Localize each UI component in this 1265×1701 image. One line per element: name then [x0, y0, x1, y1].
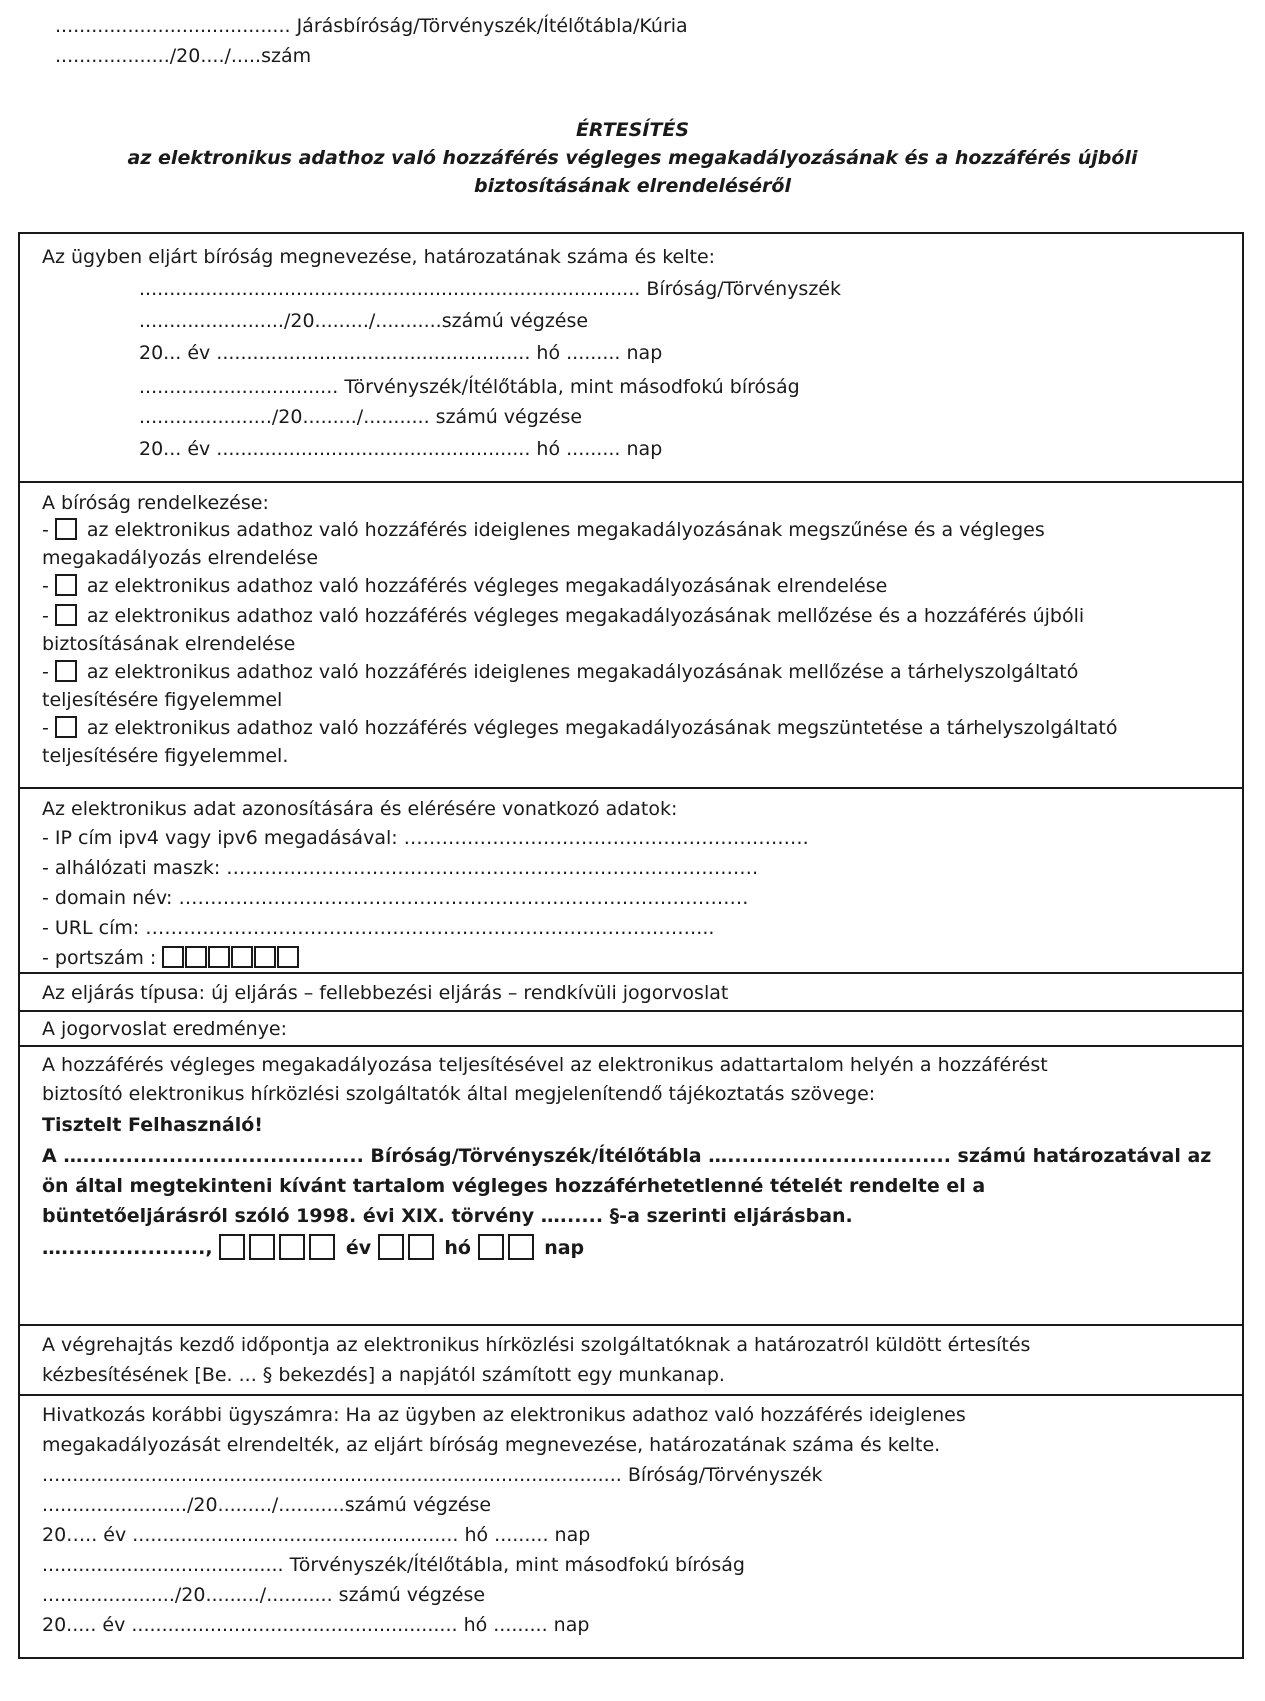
section-identification: [20, 789, 1242, 974]
form-table: [18, 232, 1244, 1659]
section-execution-start: [20, 1326, 1242, 1396]
option-4-text: az elektronikus adathoz való hozzáférés ideiglenes megakadályozásának mellőzése a tárhelyszolgáltató: [86, 661, 1079, 683]
court-order-number-field[interactable]: ......................../20........./...........számú végzése: [139, 310, 589, 332]
section-court-details: [20, 234, 1242, 483]
remedy-result-text: A jogorvoslat eredménye:: [42, 1018, 288, 1040]
appeal-court-name-field[interactable]: ................................. Törvényszék/Ítélőtábla, mint másodfokú bíróság: [139, 376, 800, 398]
year-digit-box[interactable]: [249, 1234, 275, 1260]
dash-2: -: [42, 575, 49, 597]
checkbox-option-3[interactable]: [55, 604, 77, 626]
previous-order-date-field[interactable]: 20….. év ...................................................... hó ......... nap: [42, 1524, 591, 1546]
notice-greeting: Tisztelt Felhasználó!: [42, 1114, 263, 1136]
reference-line-2: megakadályozását elrendelték, az eljárt bíróság megnevezése, határozatának száma és kelte.: [42, 1434, 941, 1456]
month-label: hó: [444, 1237, 471, 1259]
checkbox-option-2[interactable]: [55, 574, 77, 596]
subnet-mask-field[interactable]: - alhálózati maszk: …………………………………………………………………………: [42, 857, 759, 879]
notice-date-row: [42, 1231, 1224, 1265]
year-label: év: [345, 1237, 372, 1259]
previous-appeal-order-date-field[interactable]: 20..... év ...................................................... hó ......... nap: [42, 1614, 590, 1636]
option-1-continuation: megakadályozás elrendelése: [42, 547, 319, 569]
year-digit-box[interactable]: [279, 1234, 305, 1260]
previous-order-number-field[interactable]: ......................../20........./...........számú végzése: [42, 1494, 492, 1516]
section-disposition: [20, 483, 1242, 789]
option-3-text: az elektronikus adathoz való hozzáférés végleges megakadályozásának mellőzése és a hozzáférés újbóli: [86, 605, 1085, 627]
option-3-continuation: biztosításának elrendelése: [42, 633, 296, 655]
dash-4: -: [42, 661, 49, 683]
execution-line-2: kézbesítésének [Be. ... § bekezdés] a napjától számított egy munkanap.: [42, 1364, 725, 1386]
section-remedy-result: [20, 1012, 1242, 1047]
checkbox-option-4[interactable]: [55, 660, 77, 682]
option-1-text: az elektronikus adathoz való hozzáférés ideiglenes megakadályozásának megszűnése és a végleges: [86, 519, 1045, 541]
notice-body-line-2: ön által megtekinteni kívánt tartalom végleges hozzáférhetetlenné tételét rendelte el a: [42, 1175, 986, 1197]
court-order-date-field[interactable]: 20... év .................................................... hó ......... nap: [139, 342, 663, 364]
option-5-continuation: teljesítésére figyelemmel.: [42, 745, 289, 767]
notice-body-line-1: A …....................................... Bíróság/Törvényszék/Ítélőtábla …............................... számú határozatával az: [42, 1145, 1212, 1167]
port-digit-box[interactable]: [162, 946, 184, 968]
day-digit-box[interactable]: [478, 1234, 504, 1260]
section-user-notice: [20, 1047, 1242, 1326]
domain-name-field[interactable]: - domain név: ………………………………………………………………………………: [42, 887, 749, 909]
option-5-text: az elektronikus adathoz való hozzáférés végleges megakadályozásának megszüntetése a tárhelyszolgáltató: [86, 717, 1118, 739]
month-digit-box[interactable]: [408, 1234, 434, 1260]
disposition-option-2: [42, 571, 1224, 601]
url-field[interactable]: - URL cím: ……………………………………………………………………………...: [42, 917, 715, 939]
disposition-option-3: [42, 601, 1224, 631]
previous-court-name-field[interactable]: ................................................................................................ Bíróság/Törvényszék: [42, 1464, 823, 1486]
disposition-option-5: [42, 713, 1224, 743]
dash-3: -: [42, 605, 49, 627]
procedure-type-text: Az eljárás típusa: új eljárás – fellebbezési eljárás – rendkívüli jogorvoslat: [42, 982, 729, 1004]
execution-line-1: A végrehajtás kezdő időpontja az elektronikus hírközlési szolgáltatóknak a határozatról küldött értesítés: [42, 1334, 1031, 1356]
disposition-heading: A bíróság rendelkezése:: [42, 492, 269, 514]
year-digit-box[interactable]: [219, 1234, 245, 1260]
port-number-row: [42, 943, 1224, 973]
identification-heading: Az elektronikus adat azonosítására és elérésére vonatkozó adatok:: [42, 798, 678, 820]
court-details-heading: Az ügyben eljárt bíróság megnevezése, határozatának száma és kelte:: [42, 246, 716, 268]
year-digit-box[interactable]: [309, 1234, 335, 1260]
previous-appeal-order-number-field[interactable]: ....................../20........./........... számú végzése: [42, 1584, 486, 1606]
title-main: ÉRTESÍTÉS: [575, 119, 690, 141]
title-subtitle-1: az elektronikus adathoz való hozzáférés végleges megakadályozásának és a hozzáférés újbóli: [127, 147, 1138, 169]
option-4-continuation: teljesítésére figyelemmel: [42, 689, 283, 711]
dash-1: -: [42, 519, 49, 541]
disposition-option-1: [42, 515, 1224, 545]
port-digit-box[interactable]: [185, 946, 207, 968]
date-place-field[interactable]: …....................,: [42, 1237, 213, 1259]
ip-address-field[interactable]: - IP cím ipv4 vagy ipv6 megadásával: ……………………………………………………….: [42, 827, 809, 849]
checkbox-option-1[interactable]: [55, 518, 77, 540]
court-header-line: ....................................... Járásbíróság/Törvényszék/Ítélőtábla/Kúria: [55, 15, 688, 37]
title-subtitle-2: biztosításának elrendeléséről: [474, 175, 791, 197]
previous-appeal-court-field[interactable]: ........................................ Törvényszék/Ítélőtábla, mint másodfokú bíróság: [42, 1554, 745, 1576]
port-label: - portszám :: [42, 947, 157, 969]
section-previous-case-reference: [20, 1396, 1242, 1657]
section-procedure-type: [20, 974, 1242, 1012]
port-digit-box[interactable]: [208, 946, 230, 968]
document-title: [80, 116, 1185, 200]
port-digit-box[interactable]: [277, 946, 299, 968]
notice-intro-line-2: biztosító elektronikus hírközlési szolgáltatók által megjelenítendő tájékoztatás szövege:: [42, 1083, 876, 1105]
day-label: nap: [544, 1237, 585, 1259]
month-digit-box[interactable]: [378, 1234, 404, 1260]
option-2-text: az elektronikus adathoz való hozzáférés végleges megakadályozásának elrendelése: [86, 575, 888, 597]
appeal-order-number-field[interactable]: ....................../20........./........... számú végzése: [139, 406, 583, 428]
disposition-option-4: [42, 657, 1224, 687]
notice-body-line-3: büntetőeljárásról szóló 1998. évi XIX. törvény …...... §-a szerinti eljárásban.: [42, 1205, 853, 1227]
case-number-line: .................../20..../.....szám: [55, 45, 312, 67]
day-digit-box[interactable]: [508, 1234, 534, 1260]
port-digit-box[interactable]: [231, 946, 253, 968]
checkbox-option-5[interactable]: [55, 716, 77, 738]
notice-intro-line-1: A hozzáférés végleges megakadályozása teljesítésével az elektronikus adattartalom helyén a hozzáférést: [42, 1054, 1048, 1076]
appeal-order-date-field[interactable]: 20... év .................................................... hó ......... nap: [139, 438, 663, 460]
port-digit-box[interactable]: [254, 946, 276, 968]
reference-line-1: Hivatkozás korábbi ügyszámra: Ha az ügyben az elektronikus adathoz való hozzáférés ideiglenes: [42, 1404, 966, 1426]
dash-5: -: [42, 717, 49, 739]
court-name-field[interactable]: ................................................................................... Bíróság/Törvényszék: [139, 278, 841, 300]
